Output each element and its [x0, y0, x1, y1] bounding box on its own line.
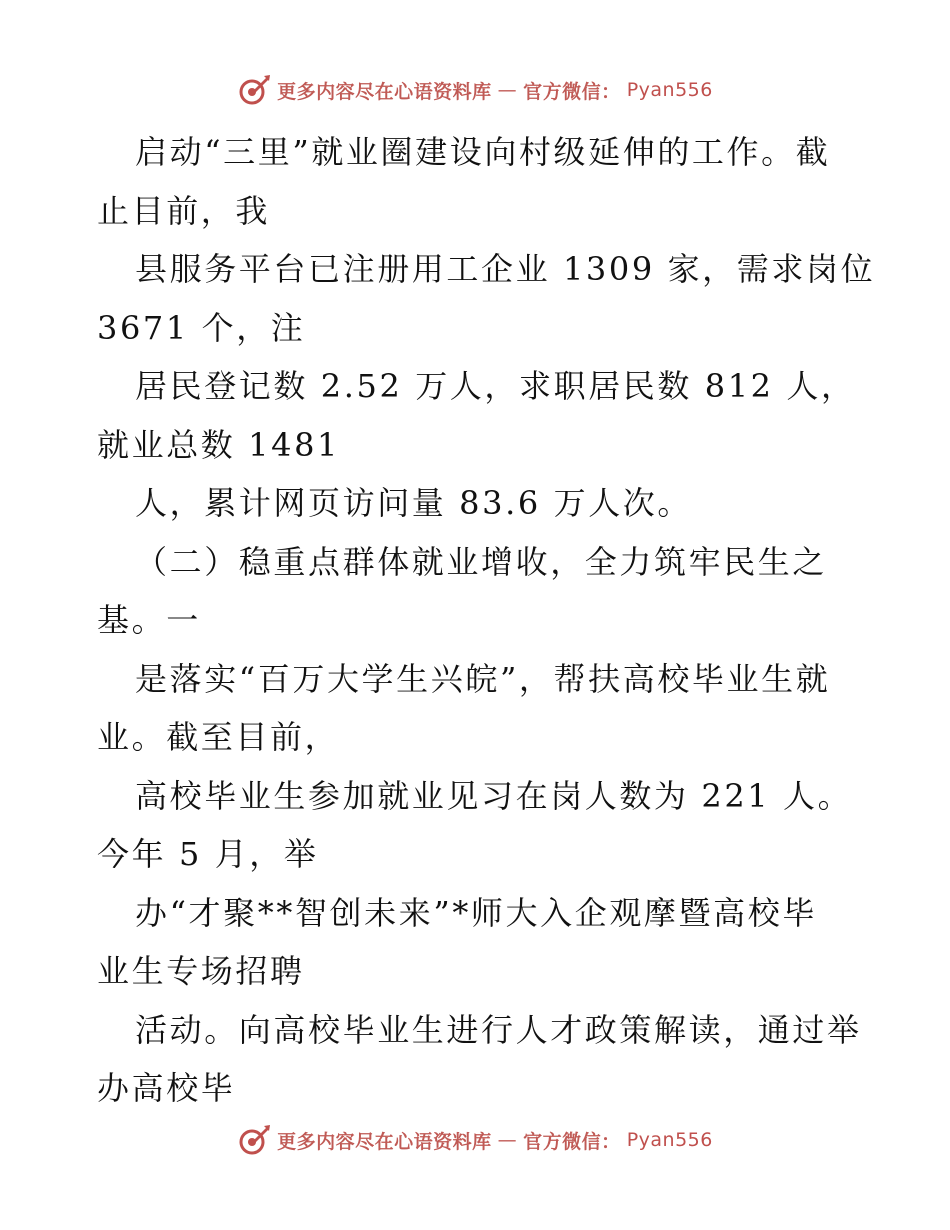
text-line: 人，累计网页访问量 83.6 万人次。 [135, 484, 692, 522]
watermark-handle: Pyan556 [626, 1129, 713, 1151]
watermark-separator: — [497, 1129, 518, 1151]
text-line: 居民登记数 2.52 万人，求职居民数 812 人， [135, 367, 856, 405]
text-line: 办“才聚**智创未来”*师大入企观摩暨高校毕 [135, 893, 817, 932]
text-line: 止目前，我 [97, 191, 271, 230]
watermark-handle: Pyan556 [626, 79, 713, 101]
text-line: 活动。向高校毕业生进行人才政策解读，通过举 [135, 1010, 862, 1049]
watermark-contact-label: 官方微信： [523, 80, 621, 103]
watermark-header [0, 70, 950, 110]
watermark-contact-label: 官方微信： [523, 1130, 621, 1153]
text-line: 是落实“百万大学生兴皖”，帮扶高校毕业生就 [135, 659, 831, 698]
text-line: 3671 个，注 [97, 308, 306, 347]
text-line: 业生专场招聘 [97, 952, 305, 990]
text-line: （二）稳重点群体就业增收，全力筑牢民生之 [135, 542, 828, 581]
text-line: 就业总数 1481 [97, 425, 341, 464]
quill-logo-icon [237, 73, 271, 107]
text-line: 基。一 [97, 601, 201, 639]
watermark-text: 更多内容尽在心语资料库 [277, 80, 492, 103]
text-line: 业。截至目前， [97, 718, 340, 756]
text-line: 启动“三里”就业圈建设向村级延伸的工作。截 [135, 133, 831, 171]
watermark-separator: — [497, 79, 518, 101]
quill-logo-icon [237, 1123, 271, 1157]
text-line: 县服务平台已注册用工企业 1309 家，需求岗位 [135, 250, 876, 288]
text-line: 高校毕业生参加就业见习在岗人数为 221 人。 [135, 776, 853, 815]
watermark-text: 更多内容尽在心语资料库 [277, 1130, 492, 1153]
document-body [97, 123, 876, 1118]
watermark-footer [0, 1120, 950, 1160]
text-line: 办高校毕 [97, 1069, 236, 1107]
text-line: 今年 5 月，举 [97, 835, 319, 873]
